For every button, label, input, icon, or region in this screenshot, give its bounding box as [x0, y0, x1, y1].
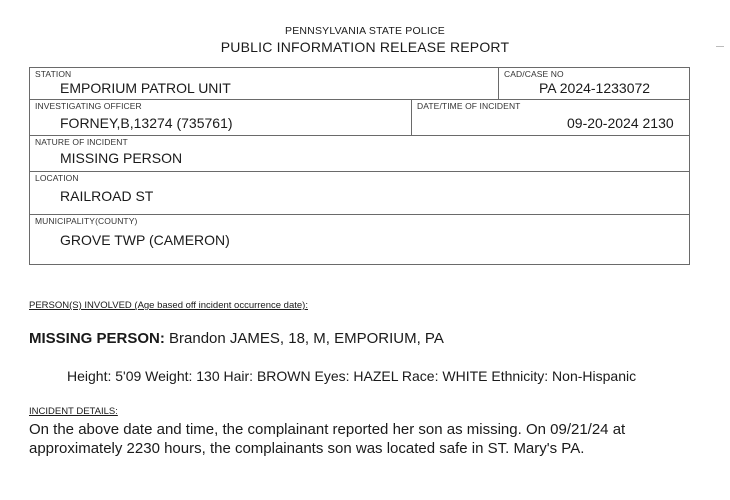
row-municipality	[30, 215, 689, 264]
report-form	[29, 67, 690, 265]
station-value: EMPORIUM PATROL UNIT	[60, 80, 231, 96]
case-value: PA 2024-1233072	[539, 80, 651, 96]
officer-label: INVESTIGATING OFFICER	[35, 101, 142, 111]
datetime-value: 09-20-2024 2130	[567, 115, 674, 131]
incident-details-text: On the above date and time, the complainant reported her son as missing. On 09/21/24 at approximately 2230 hours, the complainants son was located safe in ST. Mary's PA.	[29, 421, 626, 457]
row-station	[30, 68, 689, 100]
row-officer	[30, 100, 689, 136]
nature-label: NATURE OF INCIDENT	[35, 137, 128, 147]
municipality-value: GROVE TWP (CAMERON)	[60, 232, 230, 248]
missing-person-label: MISSING PERSON:	[29, 330, 165, 347]
location-label: LOCATION	[35, 173, 79, 183]
case-cell	[498, 68, 691, 99]
person-description: Height: 5'09 Weight: 130 Hair: BROWN Eyes: HAZEL Race: WHITE Ethnicity: Non-Hispanic	[67, 368, 637, 384]
municipality-label: MUNICIPALITY(COUNTY)	[35, 216, 138, 226]
officer-cell	[30, 100, 411, 135]
missing-person-value: Brandon JAMES, 18, M, EMPORIUM, PA	[164, 330, 444, 347]
nature-value: MISSING PERSON	[60, 150, 183, 166]
agency-name: PENNSYLVANIA STATE POLICE	[284, 25, 446, 37]
station-label: STATION	[35, 69, 72, 79]
case-label: CAD/CASE NO	[504, 69, 564, 79]
datetime-cell	[411, 100, 691, 135]
report-title: PUBLIC INFORMATION RELEASE REPORT	[220, 39, 510, 55]
missing-person-line	[29, 330, 444, 347]
persons-involved-label: PERSON(S) INVOLVED (Age based off incident occurrence date):	[29, 300, 308, 311]
officer-value: FORNEY,B,13274 (735761)	[60, 115, 233, 131]
station-cell	[30, 68, 498, 99]
scan-mark	[716, 46, 724, 51]
datetime-label: DATE/TIME OF INCIDENT	[417, 101, 521, 111]
row-nature	[30, 136, 689, 172]
row-location	[30, 172, 689, 215]
incident-details-label: INCIDENT DETAILS:	[29, 406, 118, 417]
location-value: RAILROAD ST	[60, 188, 154, 204]
